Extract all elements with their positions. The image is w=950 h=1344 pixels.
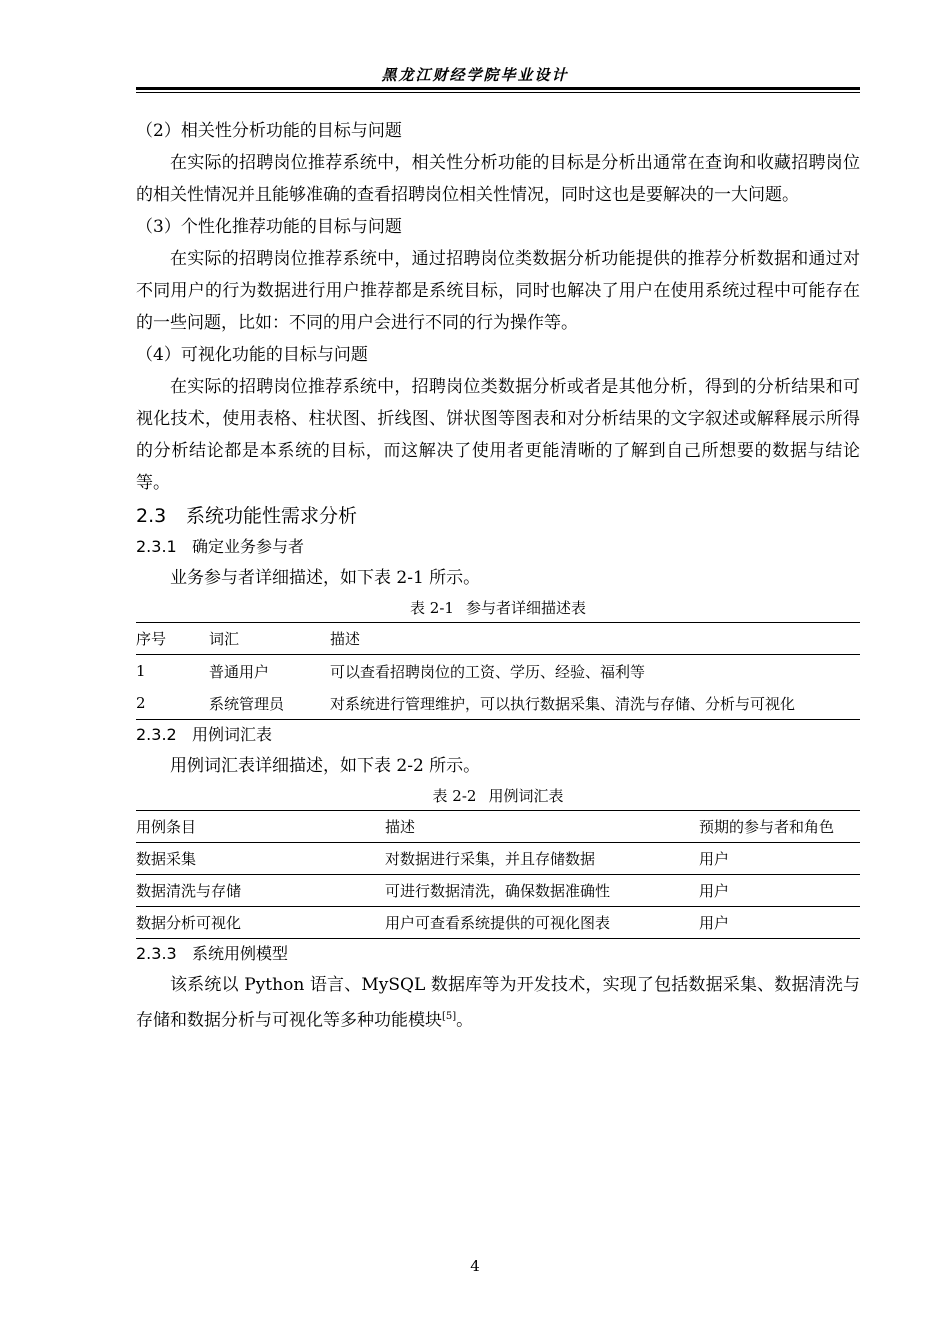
- table-cell: 可进行数据清洗，确保数据准确性: [385, 875, 699, 907]
- paragraph-personalized: 在实际的招聘岗位推荐系统中，通过招聘岗位类数据分析功能提供的推荐分析数据和通过对不同用户的行为数据进行用户推荐都是系统目标，同时也解决了用户在使用系统过程中可能存在的一些问题，比如：不同的用户会进行不同的行为操作等。: [136, 249, 860, 333]
- column-header: 预期的参与者和角色: [699, 811, 860, 843]
- table-cell: 系统管理员: [209, 694, 285, 713]
- header-rule-thin: [136, 92, 860, 93]
- table-cell: 2: [136, 694, 146, 712]
- page-header-title: 黑龙江财经学院毕业设计: [381, 66, 569, 84]
- section-number: 2.3: [136, 505, 167, 527]
- section-heading-2-3-3: [136, 939, 860, 969]
- section-number: 2.3.2: [136, 725, 177, 744]
- table-caption-2-2: [136, 782, 860, 810]
- page-content: [136, 115, 860, 1037]
- paragraph-visualization: 在实际的招聘岗位推荐系统中，招聘岗位类数据分析或者是其他分析，得到的分析结果和可视化技术，使用表格、柱状图、折线图、饼状图等图表和对分析结果的文字叙述或解释展示所得的分析结论都是本系统的目标，而这解决了使用者更能清晰的了解到自己所想要的数据与结论等。: [136, 377, 860, 493]
- table-cell: 对数据进行采集，并且存储数据: [385, 843, 699, 875]
- table-cell: 数据清洗与存储: [136, 875, 385, 907]
- section-title: 系统功能性需求分析: [186, 505, 358, 527]
- table-header-row: [136, 623, 860, 655]
- paragraph-end: 。: [456, 1010, 474, 1031]
- section-title: 用例词汇表: [192, 725, 273, 744]
- table-header-row: [136, 811, 860, 843]
- table-cell: 用户: [699, 875, 860, 907]
- table-cell: 用户可查看系统提供的可视化图表: [385, 907, 699, 939]
- subheading-personalized: （3）个性化推荐功能的目标与问题: [136, 217, 402, 237]
- caption-number: 表 2-1: [410, 599, 454, 617]
- table-cell: 可以查看招聘岗位的工资、学历、经验、福利等: [330, 662, 646, 681]
- section-heading-2-3-1: [136, 532, 860, 562]
- section-title: 系统用例模型: [192, 944, 289, 963]
- paragraph-text: 该系统以 Python 语言、MySQL 数据库等为开发技术，实现了包括数据采集、数据清洗与存储和数据分析与可视化等多种功能模块: [136, 975, 860, 1031]
- citation-reference[interactable]: [5]: [442, 1011, 457, 1022]
- subheading-correlation: （2）相关性分析功能的目标与问题: [136, 121, 402, 141]
- caption-title: 用例词汇表: [488, 787, 564, 805]
- section-number: 2.3.1: [136, 537, 177, 556]
- caption-number: 表 2-2: [432, 787, 477, 805]
- table-row: [136, 843, 860, 875]
- table-cell: 数据采集: [136, 843, 385, 875]
- table-row: [136, 907, 860, 939]
- actors-table: [136, 622, 860, 720]
- subheading-visualization: （4）可视化功能的目标与问题: [136, 345, 368, 365]
- table-cell: 1: [136, 662, 146, 680]
- table-cell: 用户: [699, 843, 860, 875]
- page-number: 4: [470, 1257, 480, 1275]
- column-header: 描述: [385, 811, 699, 843]
- usecase-glossary-table: [136, 810, 860, 939]
- section-heading-2-3: [136, 500, 860, 532]
- column-header: 词汇: [209, 623, 330, 655]
- table-cell: 用户: [699, 907, 860, 939]
- column-header: 用例条目: [136, 811, 385, 843]
- table-row: [136, 655, 860, 688]
- table-cell: 数据分析可视化: [136, 907, 385, 939]
- table-row: [136, 875, 860, 907]
- table-caption-2-1: [136, 594, 860, 622]
- table-cell: 普通用户: [209, 662, 270, 681]
- paragraph-actors-intro: 业务参与者详细描述，如下表 2-1 所示。: [170, 568, 481, 588]
- paragraph-usecase-intro: 用例词汇表详细描述，如下表 2-2 所示。: [170, 756, 481, 776]
- section-number: 2.3.3: [136, 944, 177, 963]
- section-heading-2-3-2: [136, 720, 860, 750]
- paragraph-usecase-model: [136, 969, 860, 1037]
- caption-title: 参与者详细描述表: [465, 599, 586, 617]
- table-row: [136, 687, 860, 720]
- paragraph-correlation: 在实际的招聘岗位推荐系统中，相关性分析功能的目标是分析出通常在查询和收藏招聘岗位的相关性情况并且能够准确的查看招聘岗位相关性情况，同时这也是要解决的一大问题。: [136, 153, 860, 205]
- section-title: 确定业务参与者: [192, 537, 305, 556]
- table-cell: 对系统进行管理维护，可以执行数据采集、清洗与存储、分析与可视化: [330, 694, 796, 713]
- header-rule-thick: [136, 87, 860, 90]
- column-header: 描述: [330, 623, 860, 655]
- column-header: 序号: [136, 623, 209, 655]
